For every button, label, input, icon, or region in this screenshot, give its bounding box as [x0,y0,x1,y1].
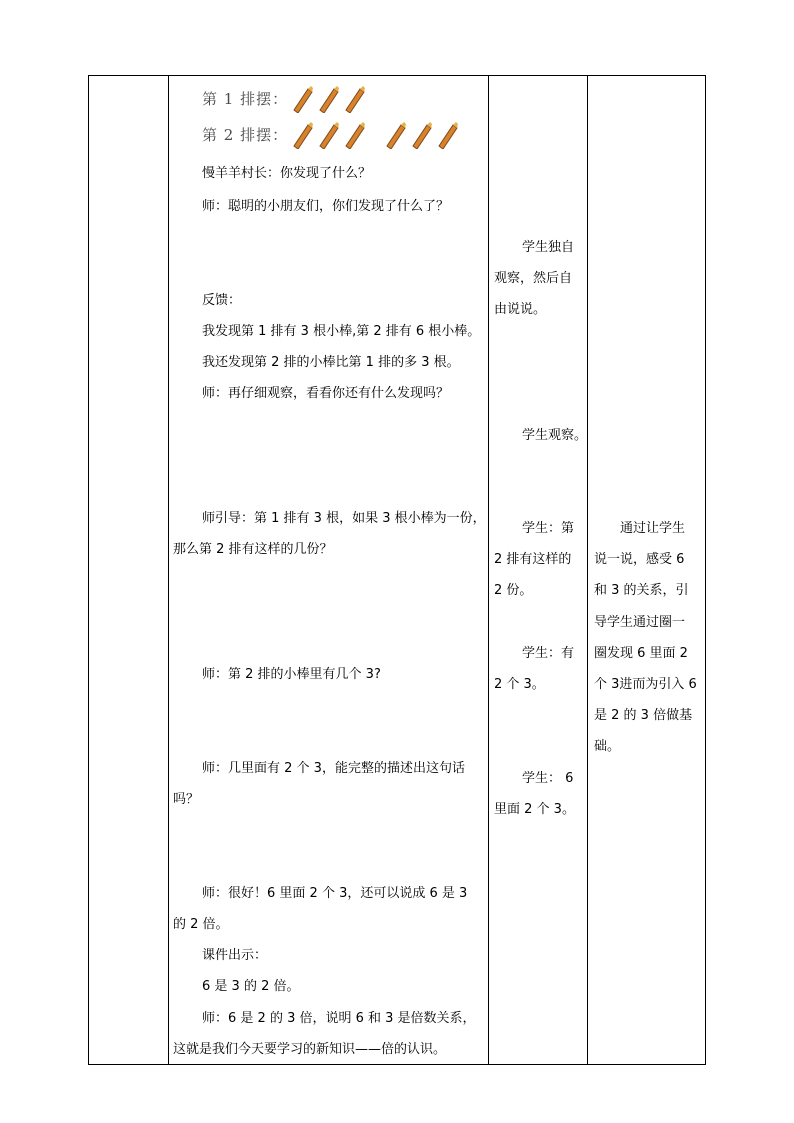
stick-icon [413,122,432,149]
student-text: 学生：第 [522,521,575,536]
column-divider [587,75,588,1065]
student-text: 学生： 6 [522,771,574,786]
text-line: 师引导：第 1 排有 3 根，如果 3 根小棒为一份， [202,511,486,526]
text-line: 师：很好！6 里面 2 个 3，还可以说成 6 是 3 [202,886,468,901]
row2-label: 第 2 排摆： [202,126,289,144]
text-line: 那么第 2 排有这样的几份？ [173,542,333,557]
intent-text: 个 3进而为引入 6 [594,677,697,692]
student-text: 2 排有这样的 [494,552,572,567]
text-line: 6 是 3 的 2 倍。 [202,979,300,994]
text-line: 师：再仔细观察，看看你还有什么发现吗？ [202,386,450,401]
text-line: 我还发现第 2 排的小棒比第 1 排的多 3 根。 [202,355,460,370]
stick-icon [387,122,406,149]
text-line: 课件出示： [202,948,268,963]
text-line: 师：第 2 排的小棒里有几个 3? [202,667,381,682]
intent-text: 通过让学生 [620,521,686,536]
intent-text: 是 2 的 3 倍做基 [594,708,693,723]
intent-text: 础。 [594,739,621,754]
student-text: 学生独自 [522,240,575,255]
intent-text: 和 3 的关系，引 [594,583,689,598]
student-text: 观察，然后自 [494,271,573,286]
text-line: 这就是我们今天要学习的新知识——倍的认识。 [173,1042,447,1057]
student-text: 里面 2 个 3。 [494,802,575,817]
text-line: 师：几里面有 2 个 3，能完整的描述出这句话 [202,761,465,776]
stick-icon [346,86,365,113]
text-line: 慢羊羊村长：你发现了什么？ [202,166,372,181]
stick-icon [320,122,339,149]
student-text: 由说说。 [494,302,547,317]
stick-icon [439,122,458,149]
row1-label: 第 1 排摆： [202,90,289,108]
stick-icon [346,122,365,149]
student-text: 学生观察。 [522,428,588,443]
stick-icon [294,122,313,149]
text-line: 师：6 是 2 的 3 倍，说明 6 和 3 是倍数关系， [202,1011,476,1026]
stick-icon [320,86,339,113]
text-line: 我发现第 1 排有 3 根小棒,第 2 排有 6 根小棒。 [202,324,481,339]
text-line: 师：聪明的小朋友们，你们发现了什么了？ [202,199,450,214]
column-divider [488,75,489,1065]
intent-text: 说一说，感受 6 [594,552,685,567]
row2-sticks-image-group2 [383,121,463,149]
row2-sticks-image [290,121,370,149]
text-line: 的 2 倍。 [173,917,229,932]
text-line: 吗？ [173,792,200,807]
student-text: 学生：有 [522,646,575,661]
column-divider [168,75,169,1065]
row1-sticks-image [290,85,370,113]
student-text: 2 份。 [494,583,533,598]
intent-text: 圈发现 6 里面 2 [594,646,688,661]
text-line: 反馈： [202,293,242,308]
stick-icon [294,86,313,113]
intent-text: 导学生通过圈一 [594,615,686,630]
student-text: 2 个 3。 [494,677,545,692]
